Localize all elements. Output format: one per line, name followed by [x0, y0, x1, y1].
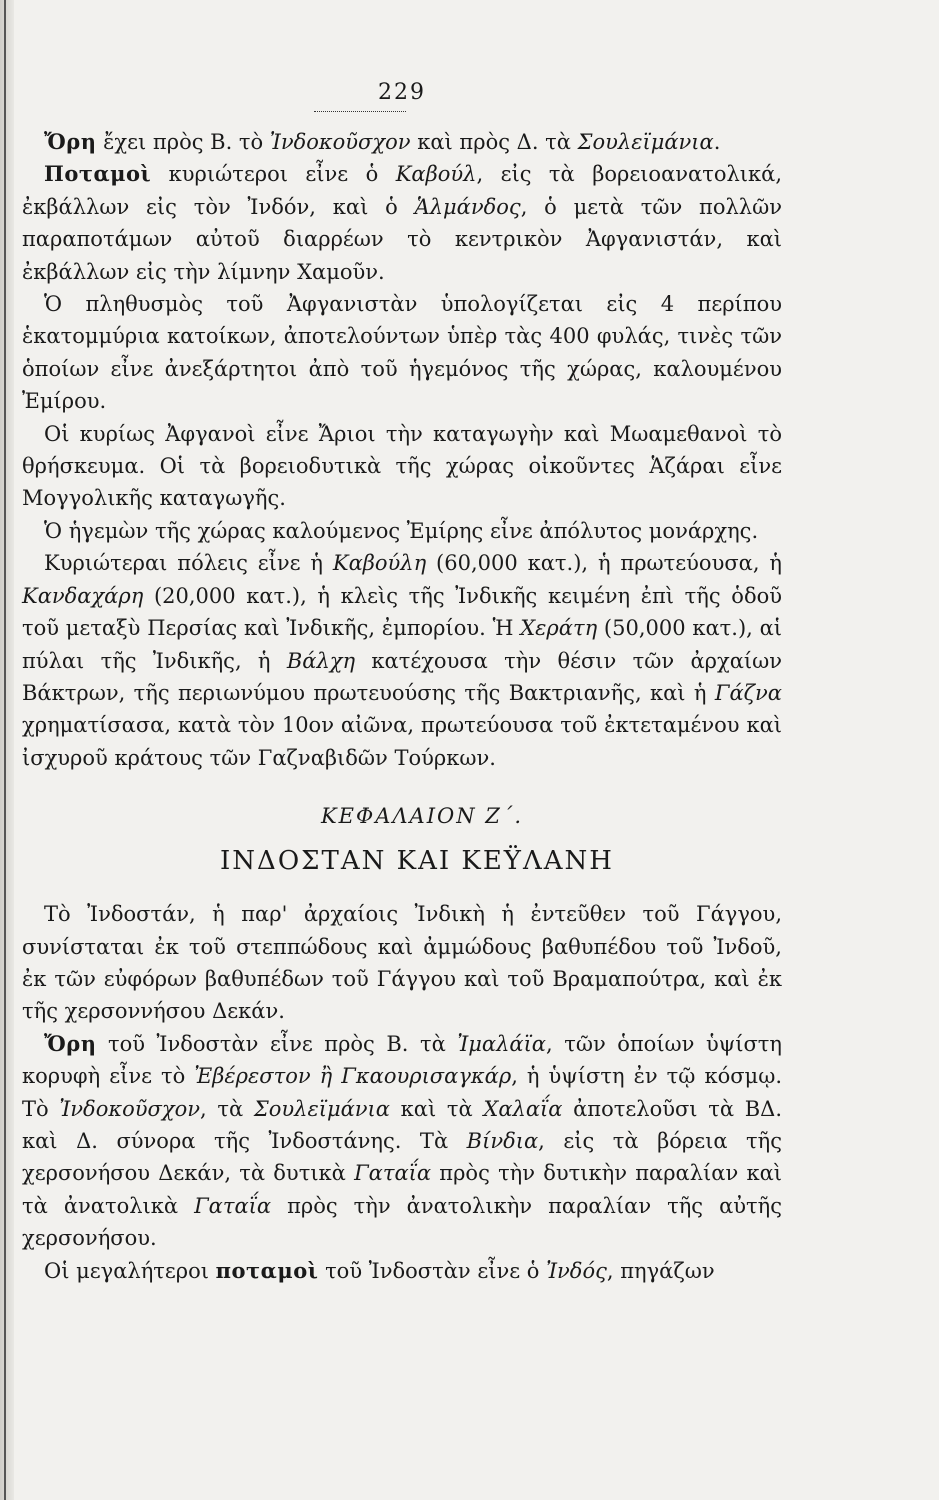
term-rivers: ποταμοὶ	[215, 1257, 319, 1283]
paragraph-rivers-afghanistan	[22, 158, 782, 288]
page-number-rule	[314, 111, 406, 112]
place-name: Χαλαΐα	[483, 1096, 563, 1121]
text-span: .	[713, 130, 721, 154]
paragraph-hindustan-intro: Τὸ Ἰνδοστάν, ἡ παρ' ἀρχαίοις Ἰνδικὴ ἡ ἐντεῦθεν τοῦ Γάγγου, συνίσταται ἐκ τοῦ στεππώδους καὶ ἀμμώδους βαθυπέδου τοῦ Ἰνδοῦ, ἐκ τῶν εὐφόρων βαθυπέδων τοῦ Γάγγου καὶ τοῦ Βραμαπούτρα, καὶ ἐκ τῆς χερσοννήσου Δεκάν.	[22, 902, 782, 1024]
text-span: κυριώτεροι εἶνε ὁ	[151, 162, 396, 187]
text-span: Κυριώτεραι πόλεις εἶνε ἡ	[44, 551, 333, 576]
paragraph-mountains-hindustan	[22, 1028, 782, 1255]
text-span: , ἡ ὑψίστη ἐν τῷ κόσμῳ. Τὸ	[22, 1064, 783, 1121]
text-span: , ὁ μετὰ τῶν πολλῶν παραποτάμων αὐτοῦ διαρρέων τὸ κεντρικὸν Ἀφγανιστάν, καὶ ἐκβάλλων εἰς τὴν λίμνην Χαμοῦν.	[22, 194, 783, 284]
paragraph-ruler: Ὁ ἡγεμὼν τῆς χώρας καλούμενος Ἐμίρης εἶνε ἀπόλυτος μονάρχης.	[44, 518, 759, 543]
place-name: Σουλεϊμάνια	[577, 130, 714, 154]
text-span: τοῦ Ἰνδοστὰν εἶνε ὁ	[318, 1258, 547, 1283]
place-name: Καβούλη	[332, 551, 427, 576]
place-name: Ἰνδοκοῦσχον	[59, 1096, 200, 1121]
paragraph-mountains-afghanistan	[22, 126, 782, 158]
place-name: Γάζνα	[714, 680, 782, 705]
page-gutter	[0, 0, 14, 1500]
text-span: πρὸς τὴν ἀνατολικὴν παραλίαν τῆς αὐτῆς χερσονήσου.	[22, 1193, 783, 1251]
text-span: τοῦ Ἰνδοστὰν εἶνε πρὸς Β. τὰ	[96, 1031, 458, 1056]
text-span: , πηγάζων	[606, 1258, 715, 1283]
term-mountains: Ὄρη	[44, 1030, 97, 1056]
place-name: Χεράτη	[520, 616, 598, 641]
text-span: χρηματίσασα, κατὰ τὸν 10ον αἰῶνα, πρωτεύουσα τοῦ ἐκτεταμένου καὶ ἰσχυροῦ κράτους τῶν Γαζναβιδῶν Τούρκων.	[22, 713, 782, 770]
text-span: ἀποτελοῦσι τὰ ΒΔ. καὶ Δ. σύνορα τῆς Ἰνδοστάνης. Τὰ	[22, 1096, 782, 1153]
place-name: Ἁλμάνδος	[414, 194, 521, 219]
place-name: Καβούλ	[395, 162, 477, 187]
text-span: πρὸς τὴν δυτικὴν παραλίαν καὶ τὰ ἀνατολικὰ	[22, 1161, 782, 1218]
text-span: , εἰς τὰ βορειοανατολικά, ἐκβάλλων εἰς τὸν Ἰνδόν, καὶ ὁ	[22, 162, 782, 219]
place-name: Γαταΐα	[354, 1161, 432, 1186]
text-span: Οἱ μεγαλήτεροι	[44, 1258, 216, 1283]
place-name: Ἰνδός	[546, 1258, 607, 1283]
chapter-title: ΙΝΔΟΣΤΑΝ ΚΑΙ ΚΕΫΛΑΝΗ	[220, 846, 614, 877]
paragraph-rivers-hindustan	[22, 1255, 782, 1287]
text-span: κατέχουσα τὴν θέσιν τῶν ἀρχαίων Βάκτρων, τῆς περιωνύμου πρωτευούσης τῆς Βακτριανῆς, καὶ ἡ	[22, 648, 783, 705]
text-span: καὶ πρὸς Δ. τὰ	[410, 130, 578, 154]
place-name: Βίνδια	[466, 1128, 539, 1153]
text-span: (20,000 κατ.), ἡ κλεὶς τῆς Ἰνδικῆς κειμένη ἐπὶ τῆς ὁδοῦ τοῦ μεταξὺ Περσίας καὶ Ἰνδικῆς, ἐμπορίου. Ἡ	[22, 583, 782, 641]
place-name: Γαταΐα	[194, 1193, 272, 1218]
text-span: (60,000 κατ.), ἡ πρωτεύουσα, ἡ	[426, 551, 782, 576]
place-name: Σουλεϊμάνια	[253, 1096, 390, 1121]
text-span: (50,000 κατ.), αἱ πύλαι τῆς Ἰνδικῆς, ἡ	[22, 616, 782, 673]
chapter-label: ΚΕΦΑΛΑΙΟΝ Ζ΄.	[320, 804, 524, 829]
text-span: , τὰ	[200, 1096, 254, 1121]
paragraph-cities	[22, 547, 782, 774]
book-page	[22, 80, 782, 1287]
term-rivers: Ποταμοὶ	[44, 161, 152, 187]
place-name: Βάλχη	[286, 648, 356, 673]
place-name: Ἐβέρεστον ἢ Γκαουρισαγκάρ	[194, 1064, 512, 1089]
text-span: καὶ τὰ	[389, 1096, 484, 1121]
text-span: , εἰς τὰ βόρεια τῆς χερσονήσου Δεκάν, τὰ δυτικὰ	[22, 1128, 783, 1186]
place-name: Ἰνδοκοῦσχον	[269, 130, 411, 154]
place-name: Ἰμαλάϊα	[457, 1031, 546, 1056]
place-name: Κανδαχάρη	[22, 583, 144, 608]
page-number: 229	[378, 80, 426, 105]
term-mountains: Ὄρη	[44, 129, 97, 154]
binding-edge	[4, 0, 6, 1500]
text-span: ἔχει πρὸς Β. τὸ	[96, 130, 270, 154]
paragraph-population: Ὁ πληθυσμὸς τοῦ Ἀφγανιστὰν ὑπολογίζεται εἰς 4 περίπου ἑκατομμύρια κατοίκων, ἀποτελούντων ὑπὲρ τὰς 400 φυλάς, τινὲς τῶν ὁποίων εἶνε ἀνεξάρτητοι ἀπὸ τοῦ ἡγεμόνος τῆς χώρας, καλουμένου Ἐμίρου.	[22, 292, 782, 414]
text-span: , τῶν ὁποίων ὑψίστη κορυφὴ εἶνε τὸ	[22, 1031, 782, 1089]
paragraph-ethnicity: Οἱ κυρίως Ἀφγανοὶ εἶνε Ἄριοι τὴν καταγωγὴν καὶ Μωαμεθανοὶ τὸ θρήσκευμα. Οἱ τὰ βορειοδυτικὰ τῆς χώρας οἰκοῦντες Ἁζάραι εἶνε Μογγολικῆς καταγωγῆς.	[22, 421, 782, 511]
